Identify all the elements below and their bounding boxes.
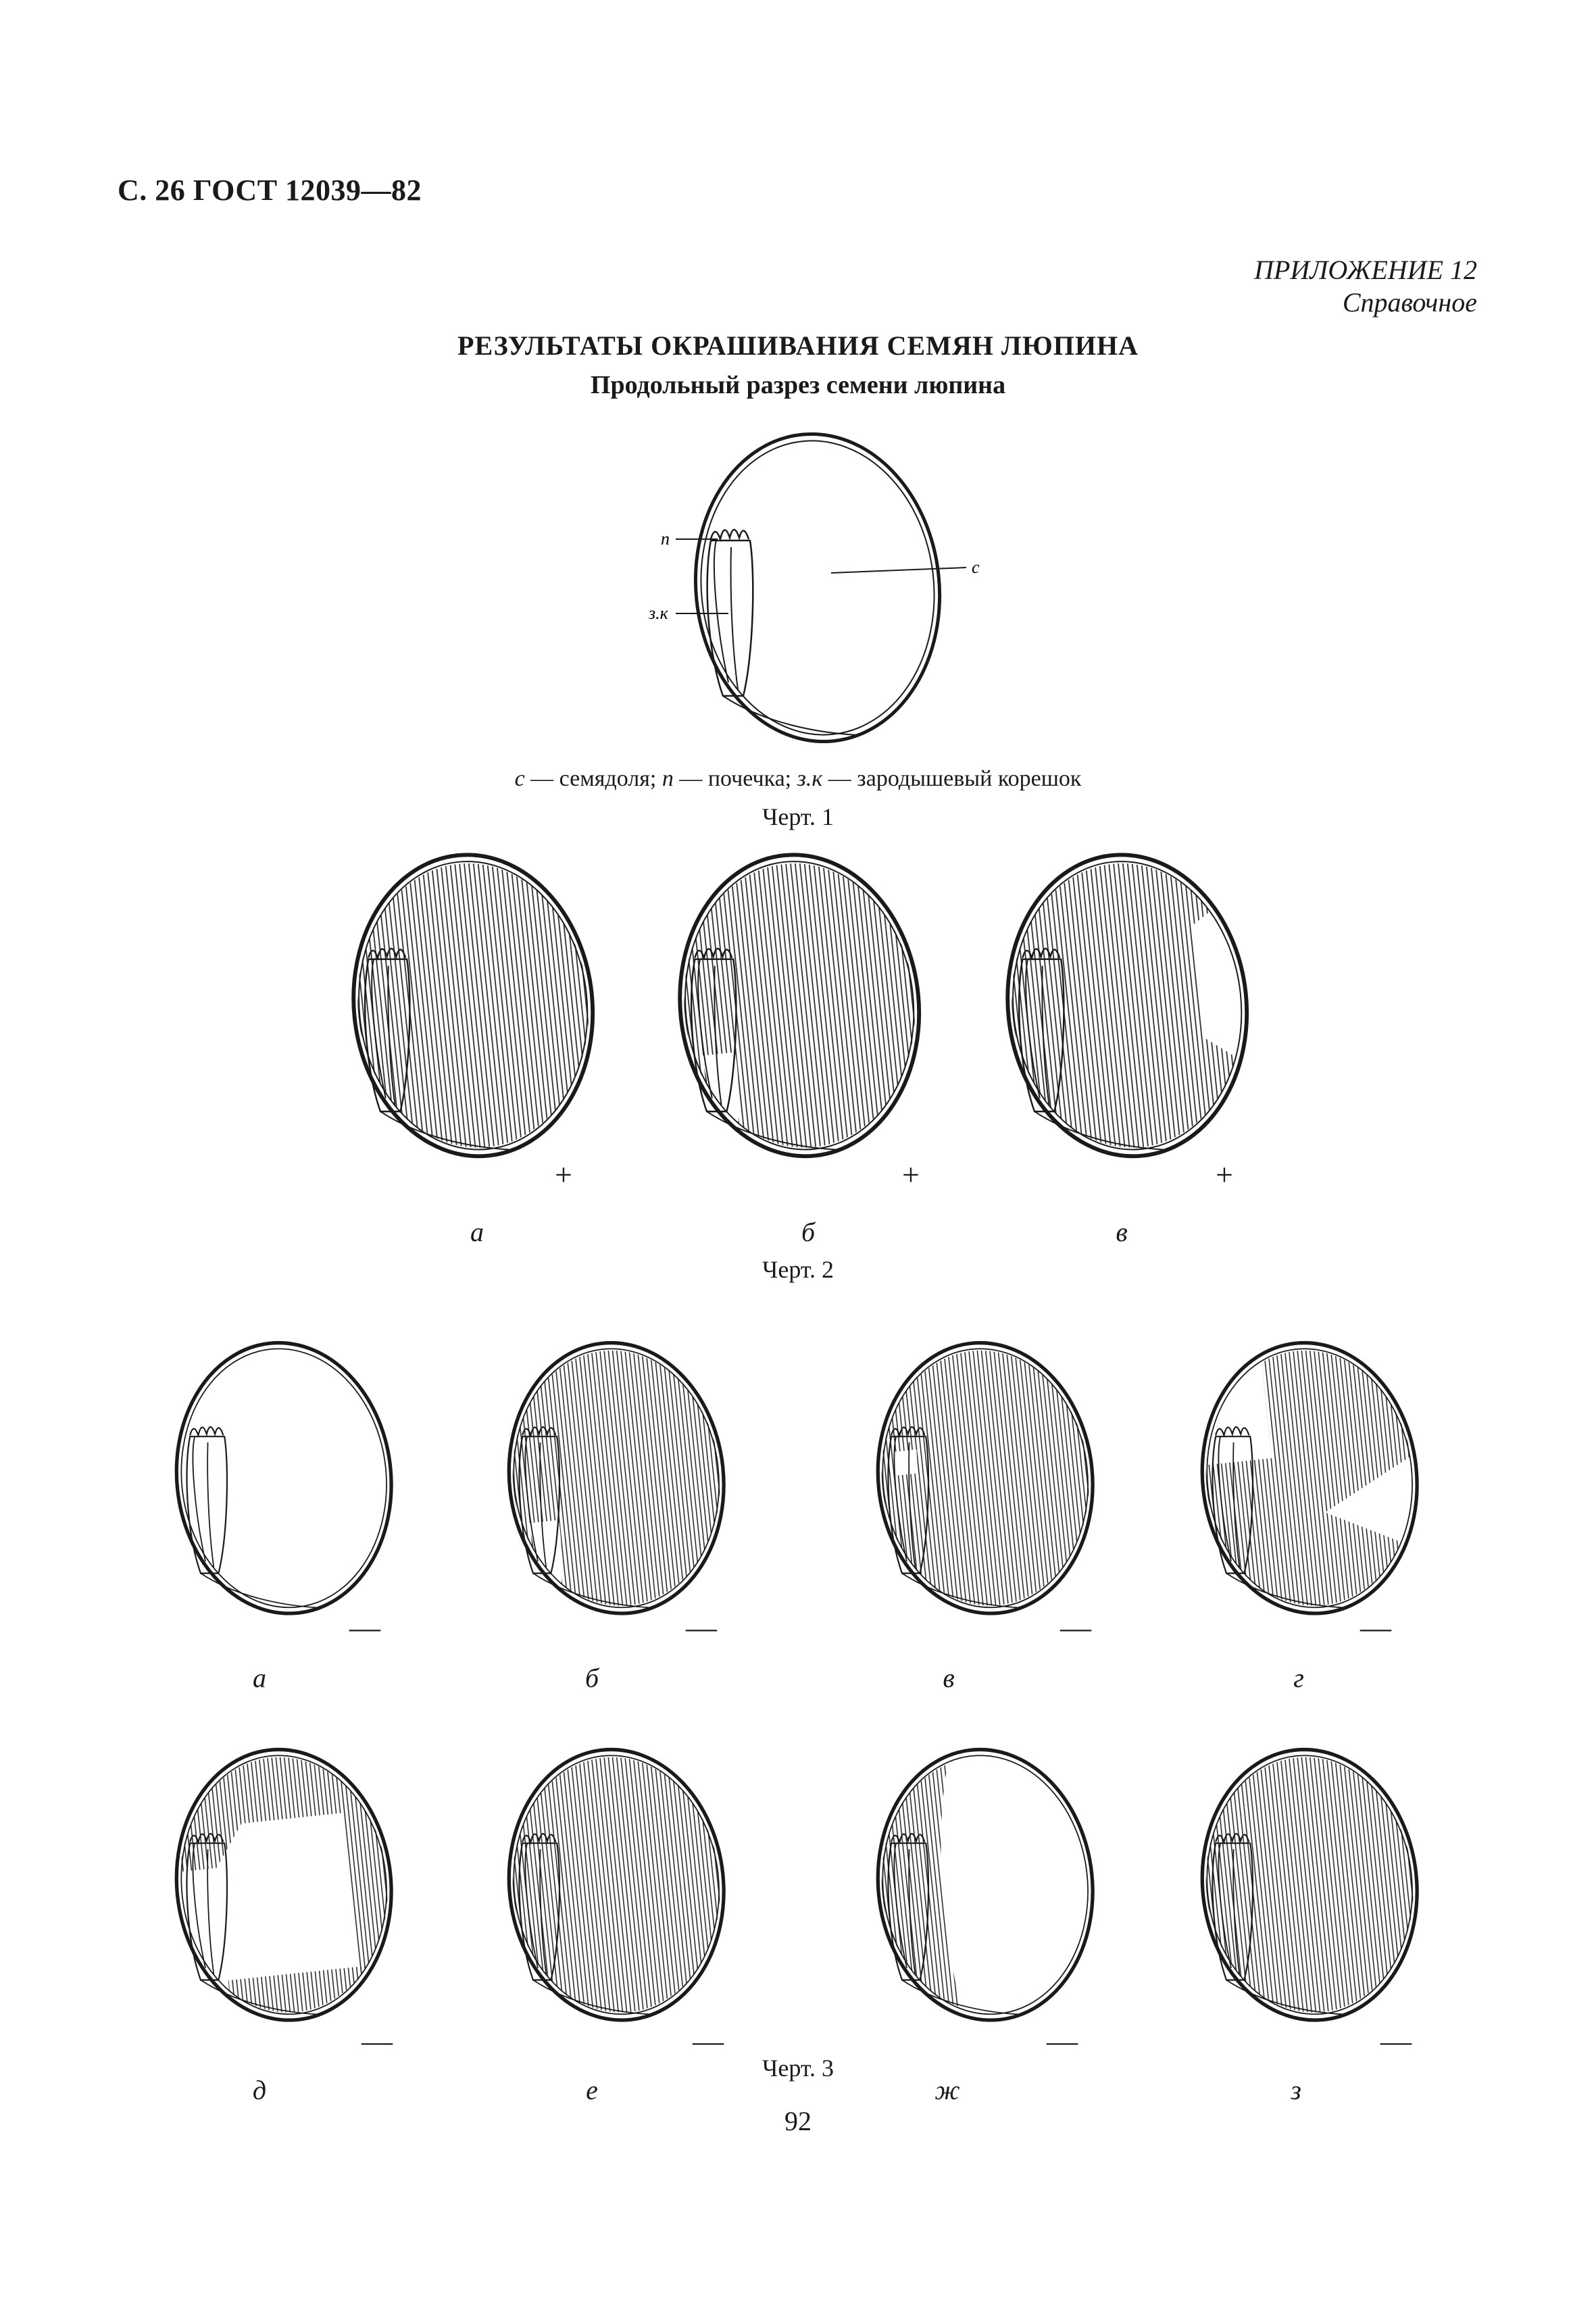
- legend-zk-text: — зародышевый корешок: [822, 766, 1082, 791]
- item-letter: в: [943, 1663, 955, 1693]
- seed-drawing: [1001, 850, 1253, 1161]
- embryo: [707, 530, 858, 735]
- seed-drawing: [872, 1745, 1098, 2025]
- appendix-label: [1254, 254, 1477, 319]
- item-letter: ж: [934, 2075, 960, 2105]
- part-label-zk: з.к: [649, 603, 668, 623]
- result-sign: —: [349, 1610, 380, 1644]
- page-header: С. 26 ГОСТ 12039—82: [118, 174, 422, 207]
- leader-lines: [676, 539, 966, 613]
- item-letter: б: [584, 1663, 599, 1693]
- part-label-c: с: [972, 557, 980, 577]
- item-letter: е: [586, 2075, 598, 2105]
- figure1-legend: [0, 766, 1596, 792]
- item-letter: а: [253, 1663, 266, 1693]
- result-sign: +: [902, 1157, 920, 1192]
- page-number: 92: [784, 2106, 812, 2136]
- seed-drawing: [1197, 1745, 1422, 2025]
- figure3-caption: Черт. 3: [762, 2055, 834, 2082]
- page-subtitle: Продольный разрез семени люпина: [590, 371, 1006, 399]
- result-sign: —: [1360, 1610, 1391, 1644]
- result-sign: +: [1216, 1157, 1233, 1192]
- item-letter: б: [801, 1217, 816, 1247]
- figure1-seed-section: [649, 419, 980, 757]
- figure2-caption: Черт. 2: [762, 1256, 834, 1283]
- item-letter: в: [1116, 1217, 1128, 1247]
- result-sign: +: [555, 1157, 572, 1192]
- seed-drawing: [674, 850, 925, 1161]
- legend-c-text: — семядоля;: [524, 766, 662, 791]
- result-sign: —: [361, 2023, 393, 2058]
- part-label-p: п: [661, 529, 670, 549]
- item-letter: г: [1293, 1663, 1304, 1693]
- seed-drawing: [503, 1745, 729, 2025]
- seed-drawing: [1197, 1338, 1422, 1618]
- seed-drawing: [347, 850, 599, 1161]
- result-sign: —: [1047, 2023, 1078, 2058]
- result-sign: —: [1380, 2023, 1412, 2058]
- result-sign: —: [686, 1610, 717, 1644]
- result-sign: —: [1060, 1610, 1091, 1644]
- appendix-type: Справочное: [1342, 287, 1477, 318]
- item-letter: з: [1291, 2075, 1301, 2105]
- seed-outline: [680, 422, 955, 753]
- legend-zk-abbr: з.к: [797, 766, 823, 791]
- seed-drawing: [872, 1338, 1098, 1618]
- item-letter: д: [252, 2075, 267, 2105]
- seed-drawing: [503, 1338, 729, 1618]
- result-sign: —: [693, 2023, 724, 2058]
- seed-drawing: [171, 1745, 397, 2025]
- legend-p-text: — почечка;: [673, 766, 797, 791]
- seed-drawing: [171, 1338, 397, 1618]
- legend-c-abbr: с: [514, 766, 525, 791]
- legend-p-abbr: п: [662, 766, 674, 791]
- figure1-caption: Черт. 1: [762, 803, 834, 830]
- item-letter: а: [470, 1217, 484, 1247]
- appendix-number: ПРИЛОЖЕНИЕ 12: [1254, 255, 1477, 285]
- page-title: РЕЗУЛЬТАТЫ ОКРАШИВАНИЯ СЕМЯН ЛЮПИНА: [457, 330, 1139, 361]
